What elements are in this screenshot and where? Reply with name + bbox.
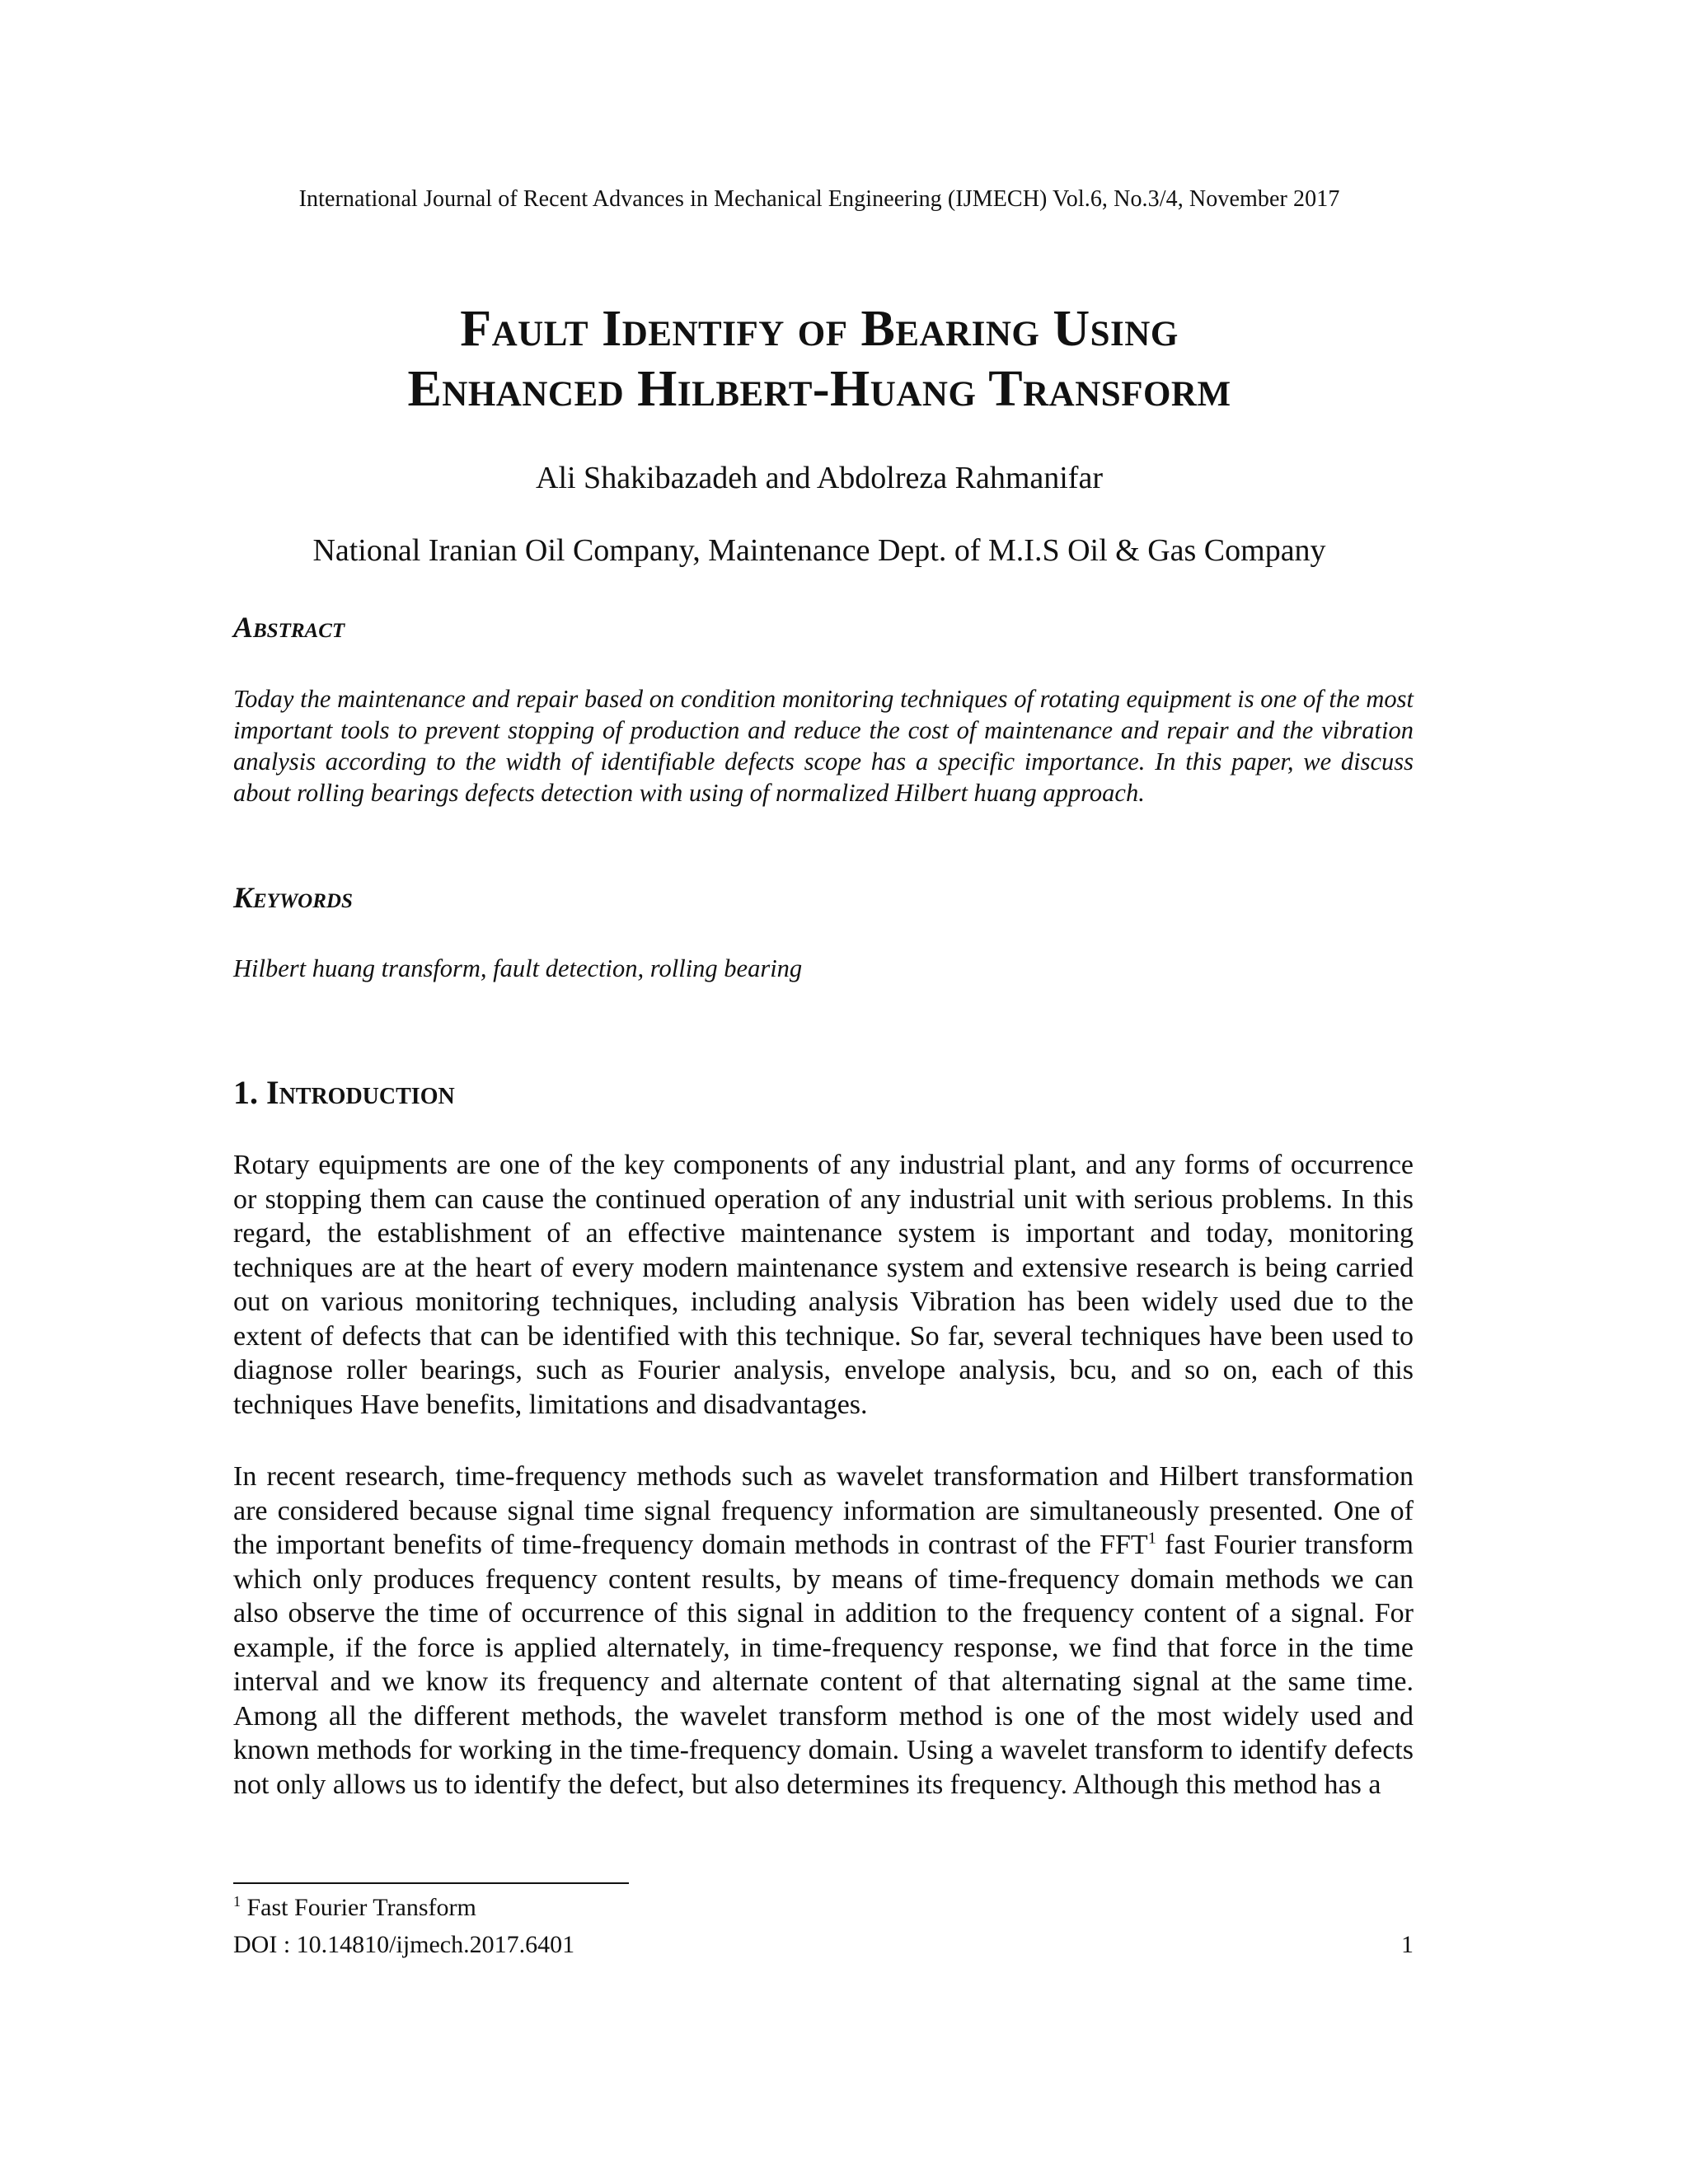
paragraph-2-text-after-footnote: fast Fourier transform which only produces frequency content results, by means of time-frequency domain methods we can also observe the time of occurrence of this signal in addition to the frequency content of a signal. For example, if the force is applied alternately, in time-frequency response, we find that force in the time interval and we know its frequency and alternate content of that alternating signal at the same time. Among all the different methods, the wavelet transform method is one of the most widely used and known methods for working in the time-frequency domain. Using a wavelet transform to identify defects not only allows us to identify the defect, but also determines its frequency. Although this method has a [233, 1530, 1414, 1800]
footnote-reference-mark: 1 [1147, 1529, 1156, 1548]
running-header: International Journal of Recent Advances in Mechanical Engineering (IJMECH) Vol.6, No.3/4, November 2017 [298, 186, 1340, 212]
abstract-body: Today the maintenance and repair based on condition monitoring techniques of rotating equipment is one of the most important tools to prevent stopping of production and reduce the cost of maintenance and repair and the vibration analysis according to the width of identifiable defects scope has a specific importance. In this paper, we discuss about rolling bearings defects detection with using of normalized Hilbert huang approach. [233, 685, 1414, 807]
keywords-body: Hilbert huang transform, fault detection, rolling bearing [233, 954, 803, 982]
abstract-heading: Abstract [233, 611, 345, 644]
section-heading-introduction: 1. Introduction [233, 1074, 455, 1111]
footnote-mark: 1 [233, 1893, 241, 1910]
affiliation: National Iranian Oil Company, Maintenance Dept. of M.I.S Oil & Gas Company [312, 533, 1326, 568]
authors: Ali Shakibazadeh and Abdolreza Rahmanifar [536, 461, 1103, 495]
footnote-text: Fast Fourier Transform [241, 1894, 476, 1921]
paper-title-line-1: Fault Identify of Bearing Using [460, 301, 1179, 357]
introduction-paragraph-2 [233, 1460, 1414, 1802]
footnote-divider [233, 1882, 629, 1884]
paper-title-line-2: Enhanced Hilbert-Huang Transform [407, 361, 1231, 417]
introduction-paragraph-1: Rotary equipments are one of the key components of any industrial plant, and any forms of occurrence or stopping them can cause the continued operation of any industrial unit with serious problems. In this regard, the establishment of an effective maintenance system is important and today, monitoring techniques are at the heart of every modern maintenance system and extensive research is being carried out on various monitoring techniques, including analysis Vibration has been widely used due to the extent of defects that can be identified with this technique. So far, several techniques have been used to diagnose roller bearings, such as Fourier analysis, envelope analysis, bcu, and so on, each of this techniques Have benefits, limitations and disadvantages. [233, 1150, 1414, 1420]
keywords-heading: Keywords [233, 881, 353, 914]
footnote [233, 1894, 476, 1922]
page-number: 1 [1401, 1931, 1414, 1958]
doi: DOI : 10.14810/ijmech.2017.6401 [233, 1931, 575, 1958]
paragraph-2-text-before-footnote: In recent research, time-frequency methods such as wavelet transformation and Hilbert transformation are considered because signal time signal frequency information are simultaneously presented. One of the important benefits of time-frequency domain methods in contrast of the FFT [233, 1461, 1414, 1560]
